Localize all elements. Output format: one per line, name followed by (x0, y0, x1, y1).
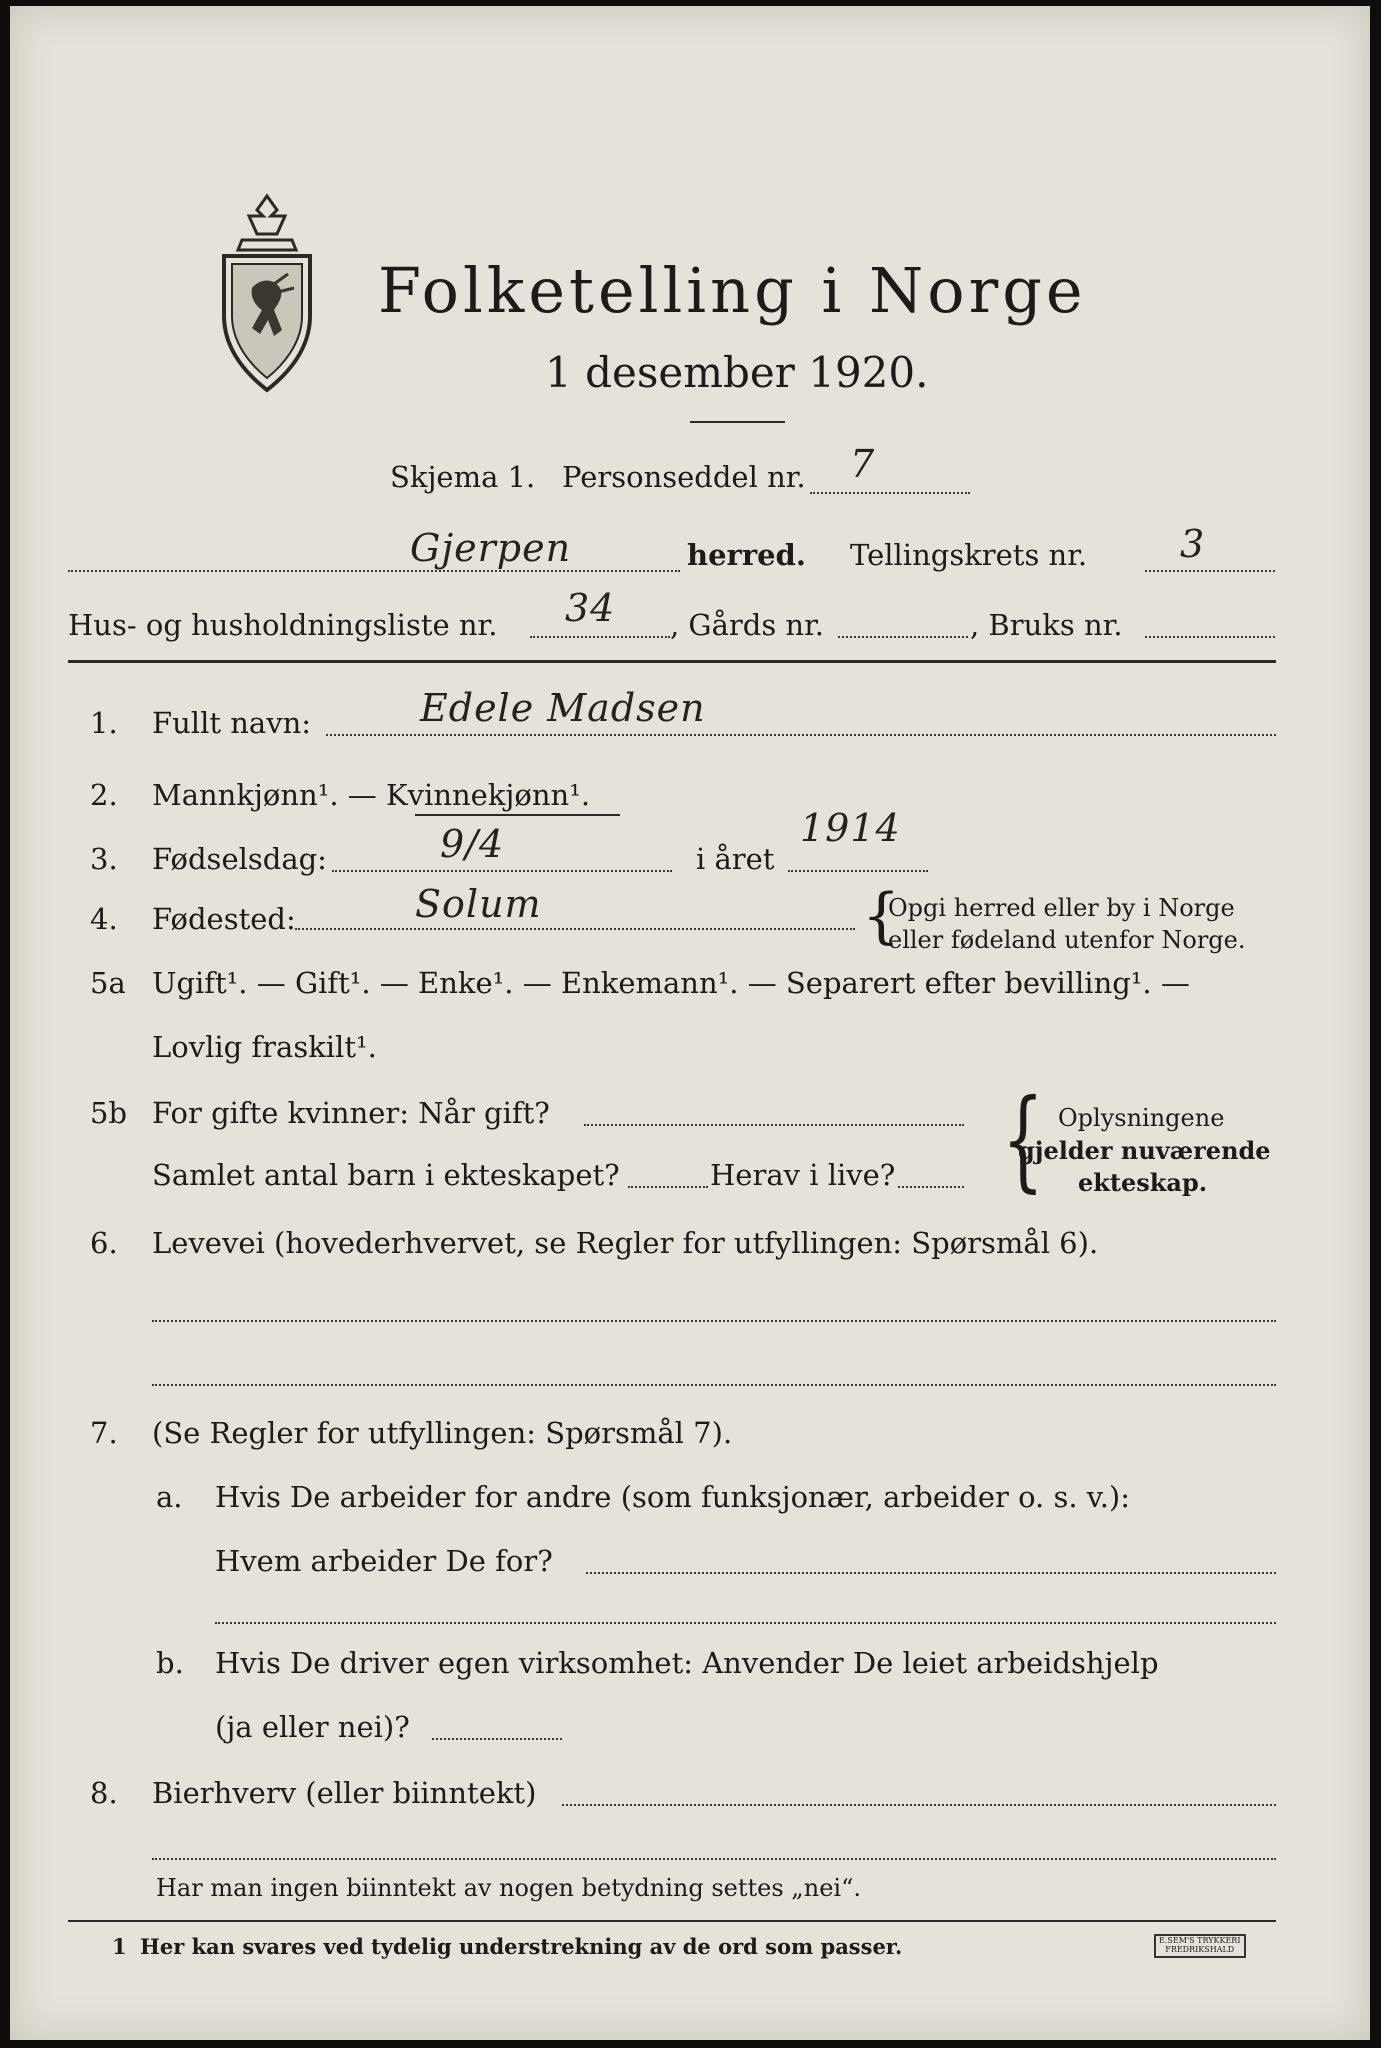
birth-year-value[interactable]: 1914 (800, 806, 901, 850)
q1-label: Fullt navn: (152, 706, 312, 740)
occupation-label: Levevei (hovederhvervet, se Regler for utfyllingen: Spørsmål 6). (152, 1226, 1099, 1260)
hus-label: Hus- og husholdningsliste nr. (68, 608, 498, 642)
full-name-line (326, 734, 1276, 736)
gards-label: , Gårds nr. (670, 608, 824, 642)
occupation-line-2 (152, 1384, 1276, 1386)
side-income-line-2 (152, 1858, 1276, 1860)
q7b-line1: Hvis De driver egen virksomhet: Anvender De leiet arbeidshjelp (215, 1646, 1159, 1680)
title-divider (690, 421, 785, 423)
q1-number: 1. (90, 706, 118, 740)
hired-help-line (432, 1738, 562, 1740)
children-alive-line (898, 1186, 964, 1188)
header-divider (68, 660, 1276, 663)
footnote-mark: 1 (112, 1934, 127, 1959)
side-income-label: Bierhverv (eller biinntekt) (152, 1776, 537, 1810)
birthplace-note-brace: { (862, 881, 901, 951)
hired-help-label: (ja eller nei)? (215, 1710, 410, 1744)
q3-label: Fødselsdag: (152, 842, 327, 876)
printer-stamp-line1: E.SEM'S TRYKKERI (1159, 1936, 1241, 1945)
q7a-line1: Hvis De arbeider for andre (som funksjonær, arbeider o. s. v.): (215, 1480, 1131, 1514)
schema-label: Skjema 1. (390, 460, 536, 494)
side-income-line (562, 1804, 1276, 1806)
year-label: i året (696, 842, 775, 876)
q5a-number: 5a (90, 966, 126, 1000)
q7a-letter: a. (156, 1480, 183, 1514)
birthplace-note-line1: Opgi herred eller by i Norge (888, 894, 1235, 922)
herred-label: herred. (687, 538, 806, 572)
tellingskrets-line (1145, 570, 1275, 572)
norwegian-coat-of-arms-icon (212, 188, 322, 398)
q5b-number: 5b (90, 1096, 128, 1130)
printer-stamp-line2: FREDRIKSHALD (1165, 1944, 1235, 1954)
printer-stamp (1154, 1934, 1246, 1958)
q4-label: Fødested: (152, 902, 296, 936)
children-total-line (628, 1186, 708, 1188)
personseddel-label: Personseddel nr. (562, 460, 806, 494)
married-when-label: For gifte kvinner: Når gift? (152, 1096, 550, 1130)
birth-year-line (788, 870, 928, 872)
marriage-note-brace: { (1002, 1075, 1044, 1203)
employer-line (586, 1572, 1276, 1574)
hus-number[interactable]: 34 (565, 586, 616, 630)
q3-number: 3. (90, 842, 118, 876)
occupation-line-1 (152, 1320, 1276, 1322)
employer-label: Hvem arbeider De for? (215, 1544, 553, 1578)
marriage-note-line3: ekteskap. (1078, 1168, 1208, 1197)
bruks-label: , Bruks nr. (970, 608, 1123, 642)
personseddel-number[interactable]: 7 (850, 442, 876, 486)
side-income-note: Har man ingen biinntekt av nogen betydning settes „nei“. (156, 1874, 861, 1902)
bruks-line (1145, 636, 1275, 638)
herred-value[interactable]: Gjerpen (410, 526, 572, 570)
q6-number: 6. (90, 1226, 118, 1260)
children-total-label: Samlet antal barn i ekteskapet? (152, 1158, 620, 1192)
personseddel-line (810, 492, 970, 494)
footnote-text: Her kan svares ved tydelig understrekning av de ord som passer. (140, 1934, 903, 1959)
birthdate-line (332, 870, 672, 872)
birthplace-note-line2: eller fødeland utenfor Norge. (888, 926, 1246, 954)
tellingskrets-number[interactable]: 3 (1180, 522, 1206, 566)
kvinnekjonn-underline (415, 814, 620, 816)
q7-number: 7. (90, 1416, 118, 1450)
marriage-note-line2: gjelder nuværende (1018, 1136, 1271, 1165)
q4-number: 4. (90, 902, 118, 936)
birthplace-line (295, 928, 855, 930)
census-form-page (10, 6, 1370, 2040)
marital-status-divorced: Lovlig fraskilt¹. (152, 1030, 377, 1064)
q7b-letter: b. (156, 1646, 184, 1680)
census-date: 1 desember 1920. (545, 348, 929, 397)
footnote-divider (68, 1920, 1276, 1922)
tellingskrets-label: Tellingskrets nr. (850, 538, 1088, 572)
hus-line (530, 636, 670, 638)
herred-line (68, 570, 680, 572)
q2-number: 2. (90, 778, 118, 812)
birthdate-value[interactable]: 9/4 (440, 822, 505, 866)
birthplace-value[interactable]: Solum (415, 882, 542, 926)
marital-status-options: Ugift¹. — Gift¹. — Enke¹. — Enkemann¹. — Separert efter bevilling¹. — (152, 966, 1190, 1000)
married-when-line (584, 1124, 964, 1126)
full-name-value[interactable]: Edele Madsen (420, 686, 706, 730)
gards-line (838, 636, 968, 638)
children-alive-label: Herav i live? (710, 1158, 896, 1192)
gender-options: Mannkjønn¹. — Kvinnekjønn¹. (152, 778, 591, 812)
form-title: Folketelling i Norge (378, 254, 1087, 327)
q7-label: (Se Regler for utfyllingen: Spørsmål 7). (152, 1416, 733, 1450)
q8-number: 8. (90, 1776, 118, 1810)
employer-line-2 (215, 1622, 1276, 1624)
marriage-note-line1: Oplysningene (1058, 1104, 1225, 1132)
